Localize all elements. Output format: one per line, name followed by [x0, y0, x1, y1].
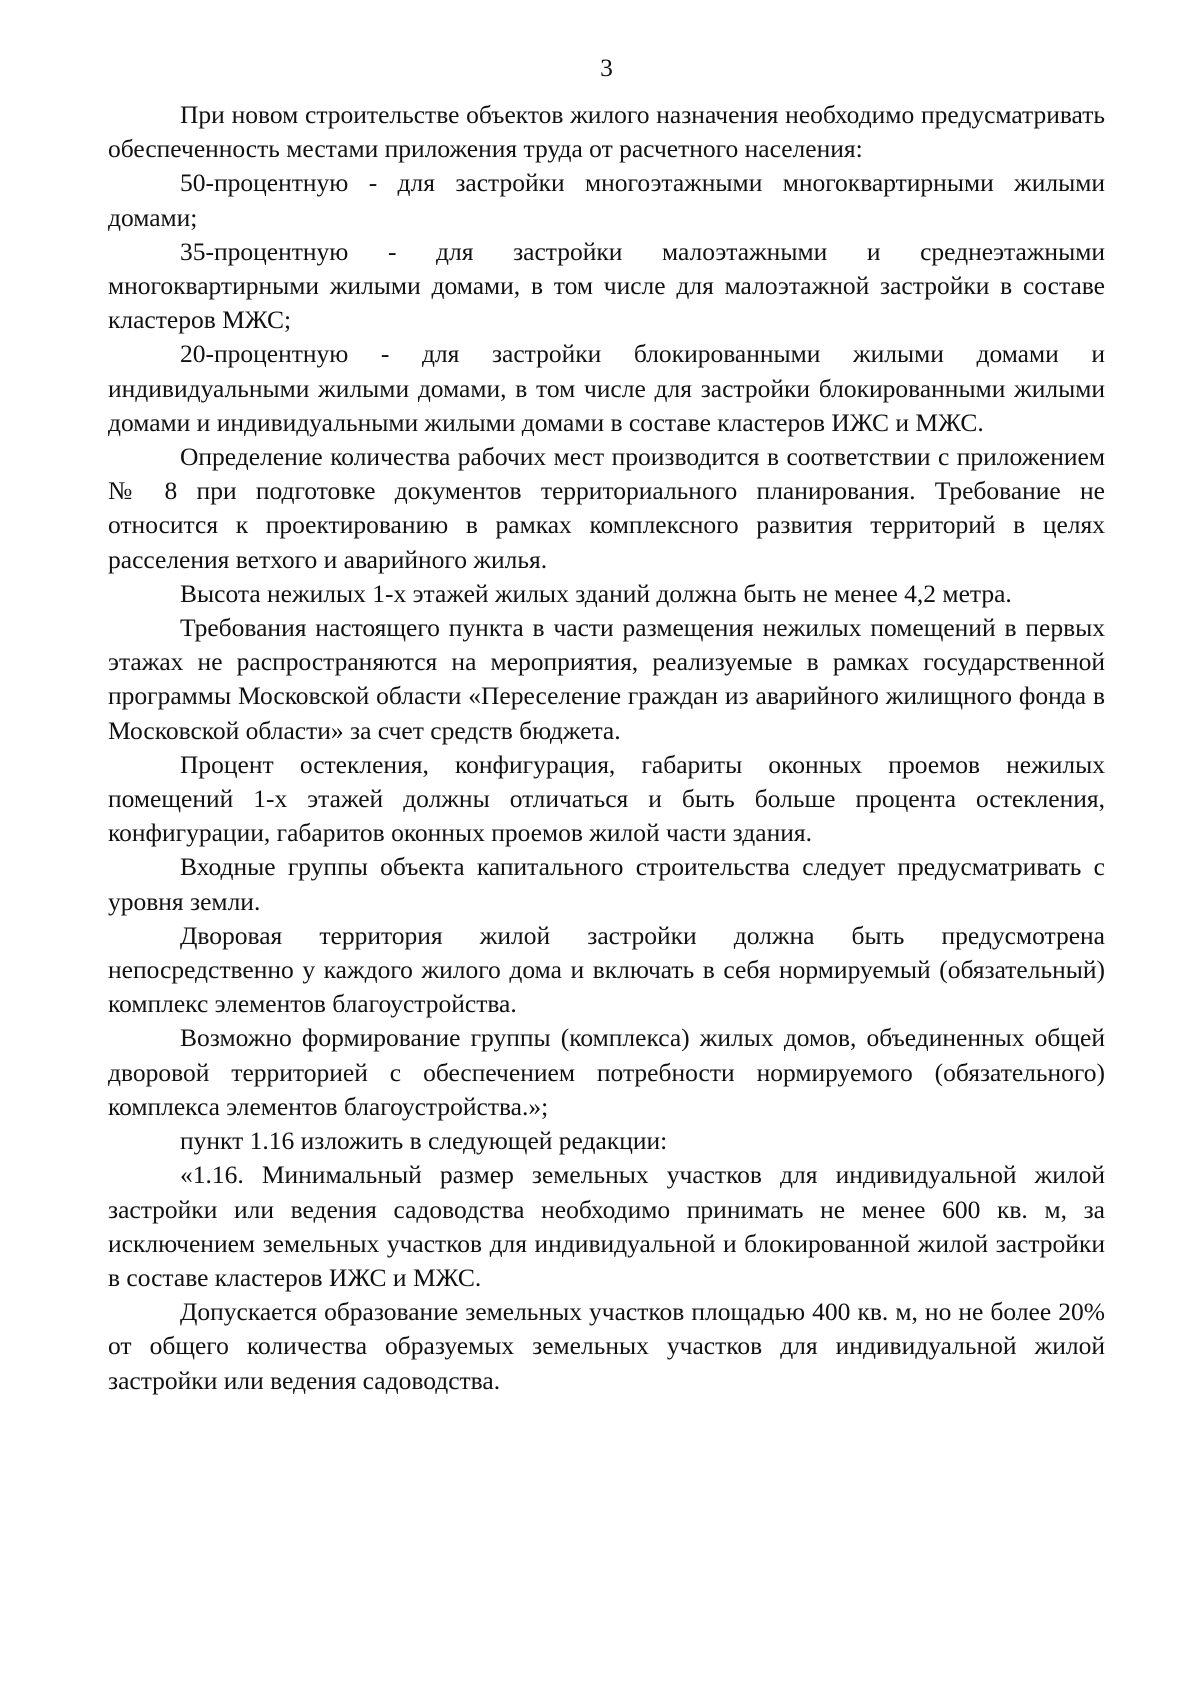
paragraph-glazing: Процент остекления, конфигурация, габариты оконных проемов нежилых помещений 1-х этажей должны отличаться и быть больше процента остекления, конфигурации, габаритов оконных проемов жилой части здания.	[108, 749, 1105, 848]
paragraph-35-percent: 35-процентную - для застройки малоэтажными и среднеэтажными многоквартирными жилыми домами, в том числе для малоэтажной застройки в составе кластеров МЖС;	[108, 236, 1105, 335]
paragraph-entrance-groups: Входные группы объекта капитального строительства следует предусматривать с уровня земли.	[108, 852, 1105, 916]
paragraph-floor-height: Высота нежилых 1-х этажей жилых зданий должна быть не менее 4,2 метра.	[180, 578, 1012, 608]
paragraph-400-sqm: Допускается образование земельных участков площадью 400 кв. м, но не более 20% от общего количества образуемых земельных участков для индивидуальной жилой застройки или ведения садоводства.	[108, 1297, 1105, 1395]
paragraph-20-percent: 20-процентную - для застройки блокированными жилыми домами и индивидуальными жилыми домами, в том числе для застройки блокированными жилыми домами и индивидуальными жилыми домами в составе кластеров ИЖС и МЖС.	[108, 339, 1105, 437]
paragraph-workplaces-count: Определение количества рабочих мест производится в соответствии с приложением № 8 при подготовке документов территориального планирования. Требование не относится к проектированию в рамках комплексного развития территорий в целях расселения ветхого и аварийного жилья.	[108, 442, 1105, 574]
paragraph-program-exception: Требования настоящего пункта в части размещения нежилых помещений в первых этажах не распространяются на мероприятия, реализуемые в рамках государственной программы Московской области «Переселение граждан из аварийного жилищного фонда в Московской области» за счет средств бюджета.	[108, 613, 1105, 745]
page-number: 3	[600, 53, 613, 82]
paragraph-clause-1-16: «1.16. Минимальный размер земельных участков для индивидуальной жилой застройки или ведения садоводства необходимо принимать не менее 600 кв. м, за исключением земельных участков для индивидуальной и блокированной жилой застройки в составе кластеров ИЖС и МЖС.	[108, 1160, 1105, 1292]
paragraph-clause-1-16-intro: пункт 1.16 изложить в следующей редакции:	[180, 1126, 668, 1156]
paragraph-courtyard-group: Возможно формирование группы (комплекса) жилых домов, объединенных общей дворовой территорией с обеспечением потребности нормируемого (обязательного) комплекса элементов благоустройства.»;	[108, 1023, 1105, 1121]
paragraph-workplaces-intro: При новом строительстве объектов жилого назначения необходимо предусматривать обеспеченность местами приложения труда от расчетного населения:	[108, 100, 1105, 164]
paragraph-50-percent: 50-процентную - для застройки многоэтажными многоквартирными жилыми домами;	[108, 168, 1105, 232]
paragraph-courtyard: Дворовая территория жилой застройки должна быть предусмотрена непосредственно у каждого жилого дома и включать в себя нормируемый (обязательный) комплекс элементов благоустройства.	[108, 920, 1105, 1019]
